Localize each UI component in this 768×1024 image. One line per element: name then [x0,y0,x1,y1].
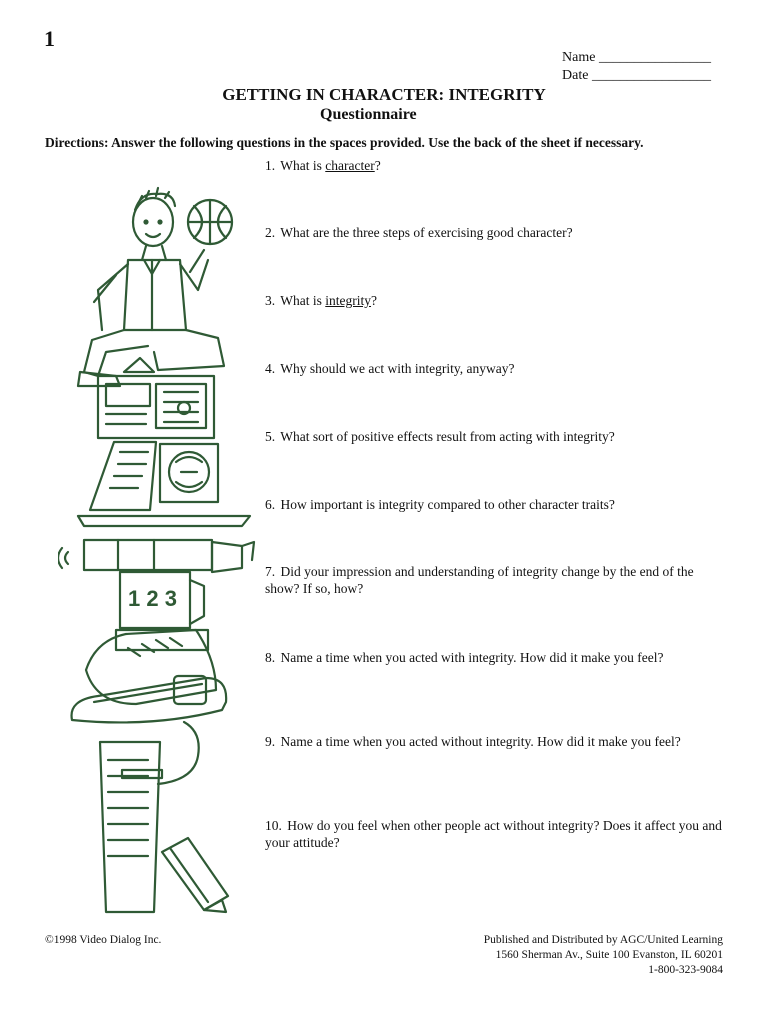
question-4 [265,360,725,377]
question-number: 3. [265,293,276,308]
question-text: How important is integrity compared to other character traits? [280,497,615,512]
question-number: 6. [265,497,276,512]
question-number: 10. [265,818,282,833]
address-line: 1560 Sherman Av., Suite 100 Evanston, IL 60201 [495,949,723,961]
telescope-icon [58,540,254,572]
directions-text: Directions: Answer the following questions in the spaces provided. Use the back of the sheet if necessary. [45,135,644,150]
question-text: Why should we act with integrity, anyway? [280,361,515,376]
boy-figure-icon [78,188,232,386]
question-6 [265,496,725,513]
clock-icon [120,572,204,628]
question-7 [265,563,725,597]
name-field[interactable] [562,50,711,66]
phone-line: 1-800-323-9084 [648,964,723,976]
question-number: 2. [265,225,276,240]
question-text: What sort of positive effects result from acting with integrity? [280,429,615,444]
name-blank: ________________ [598,50,711,65]
question-number: 7. [265,564,276,579]
question-text: Did your impression and understanding of integrity change by the end of the show? If so, how? [265,564,694,596]
question-text-end: ? [374,158,381,173]
page-number: 1 [44,26,55,51]
publisher-line: Published and Distributed by AGC/United Learning [483,934,723,946]
question-keyword: integrity [325,293,372,308]
question-keyword: character [325,158,375,173]
question-number: 1. [265,158,276,173]
question-text: What is [280,158,326,173]
publisher-info [484,933,723,978]
page-subtitle: Questionnaire [320,106,417,123]
date-blank: _________________ [591,68,711,83]
sneaker-icon [72,630,227,722]
question-9 [265,733,725,750]
question-text: Name a time when you acted with integrity. How did it make you feel? [280,650,664,665]
page-title: GETTING IN CHARACTER: INTEGRITY [222,85,546,104]
date-label: Date [562,68,589,83]
name-label: Name [562,50,596,65]
question-text: What are the three steps of exercising good character? [280,225,573,240]
clock-digit: 1 2 3 [128,586,177,611]
question-text: How do you feel when other people act without integrity? Does it affect you and your attitude? [265,818,722,850]
question-text-end: ? [371,293,378,308]
question-number: 8. [265,650,276,665]
question-number: 9. [265,734,276,749]
question-2 [265,224,725,241]
pencil-icon [162,838,228,912]
question-number: 5. [265,429,276,444]
stacked-objects-illustration [58,180,258,920]
question-text: What is [280,293,326,308]
computer-icon [78,442,250,526]
question-8 [265,649,725,666]
question-number: 4. [265,361,276,376]
question-text: Name a time when you acted without integrity. How did it make you feel? [280,734,681,749]
copyright-text: ©1998 Video Dialog Inc. [45,934,162,946]
question-5 [265,428,725,445]
question-10 [265,817,725,851]
date-field[interactable] [562,68,711,84]
illustration-svg [58,180,258,915]
question-3 [265,292,725,309]
question-1 [265,157,725,174]
